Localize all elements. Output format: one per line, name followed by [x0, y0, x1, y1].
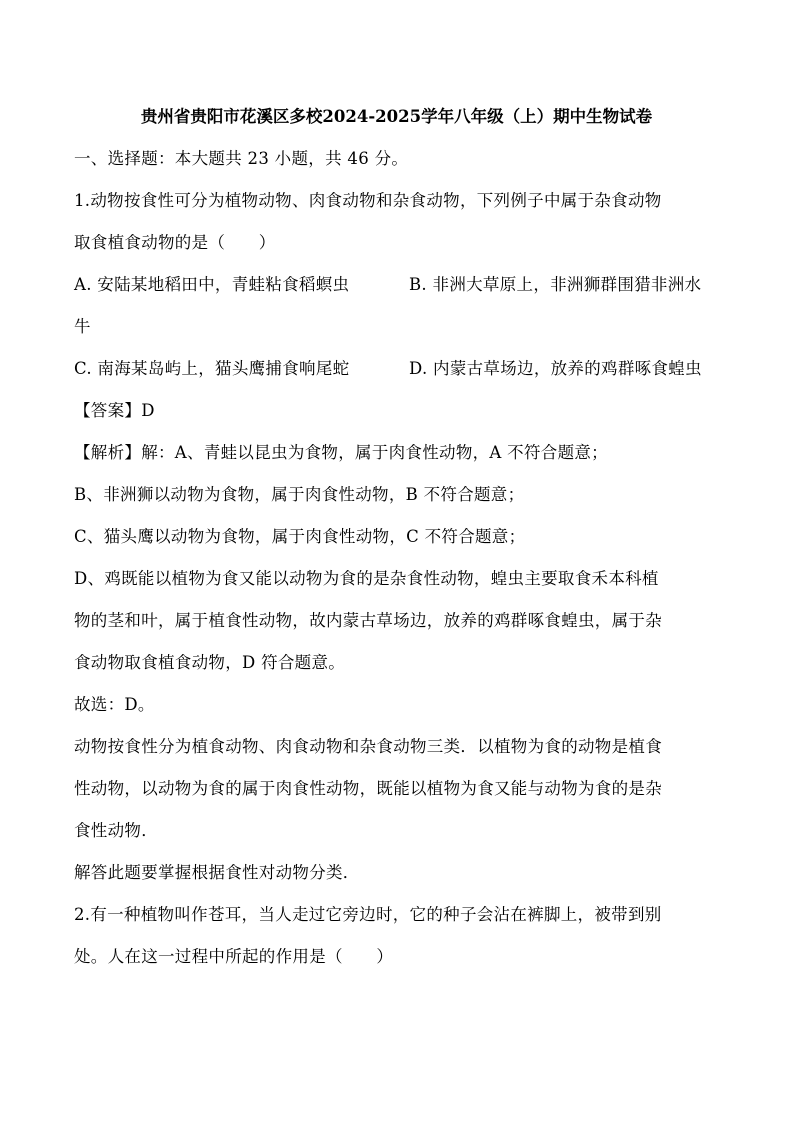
- q1-stem-line-2: 取食植食动物的是（ ）: [74, 233, 276, 252]
- section-heading: 一、选择题：本大题共 23 小题，共 46 分。: [74, 149, 409, 168]
- q1-answer: 【答案】D: [74, 401, 155, 420]
- q1-choice: 故选：D。: [74, 695, 155, 714]
- q1-option-d: D. 内蒙古草场边，放养的鸡群啄食蝗虫: [409, 359, 702, 378]
- q1-analysis-line-2: B、非洲狮以动物为食物，属于肉食性动物，B 不符合题意；: [74, 485, 525, 504]
- q1-analysis-line-1: 【解析】解：A、青蛙以昆虫为食物，属于肉食性动物，A 不符合题意；: [74, 443, 608, 462]
- q2-stem-line-2: 处。人在这一过程中所起的作用是（ ）: [74, 947, 394, 966]
- exam-title: 贵州省贵阳市花溪区多校2024-2025学年八年级（上）期中生物试卷: [140, 107, 653, 126]
- q1-analysis-line-5: 物的茎和叶，属于植食性动物，故内蒙古草场边，放养的鸡群啄食蝗虫，属于杂: [74, 611, 662, 630]
- q1-note-line-1: 动物按食性分为植食动物、肉食动物和杂食动物三类．以植物为食的动物是植食: [74, 737, 662, 756]
- q2-stem-line-1: 2.有一种植物叫作苍耳，当人走过它旁边时，它的种子会沾在裤脚上，被带到别: [74, 905, 662, 924]
- q1-analysis-line-4: D、鸡既能以植物为食又能以动物为食的是杂食性动物，蝗虫主要取食禾本科植: [74, 569, 659, 588]
- q1-note-line-3: 食性动物．: [74, 821, 158, 840]
- q1-note-line-2: 性动物，以动物为食的属于肉食性动物，既能以植物为食又能与动物为食的是杂: [74, 779, 662, 798]
- q1-option-c: C. 南海某岛屿上，猫头鹰捕食响尾蛇: [74, 359, 350, 378]
- q1-option-b: B. 非洲大草原上，非洲狮群围猎非洲水: [409, 275, 702, 294]
- q1-tip: 解答此题要掌握根据食性对动物分类．: [74, 863, 360, 882]
- q1-analysis-line-6: 食动物取食植食动物，D 符合题意。: [74, 653, 346, 672]
- q1-option-a: A. 安陆某地稻田中，青蛙粘食稻螟虫: [74, 275, 350, 294]
- q1-stem-line-1: 1.动物按食性可分为植物动物、肉食动物和杂食动物，下列例子中属于杂食动物: [74, 191, 662, 210]
- q1-analysis-line-3: C、猫头鹰以动物为食物，属于肉食性动物，C 不符合题意；: [74, 527, 526, 546]
- q1-option-b-continued: 牛: [74, 317, 91, 336]
